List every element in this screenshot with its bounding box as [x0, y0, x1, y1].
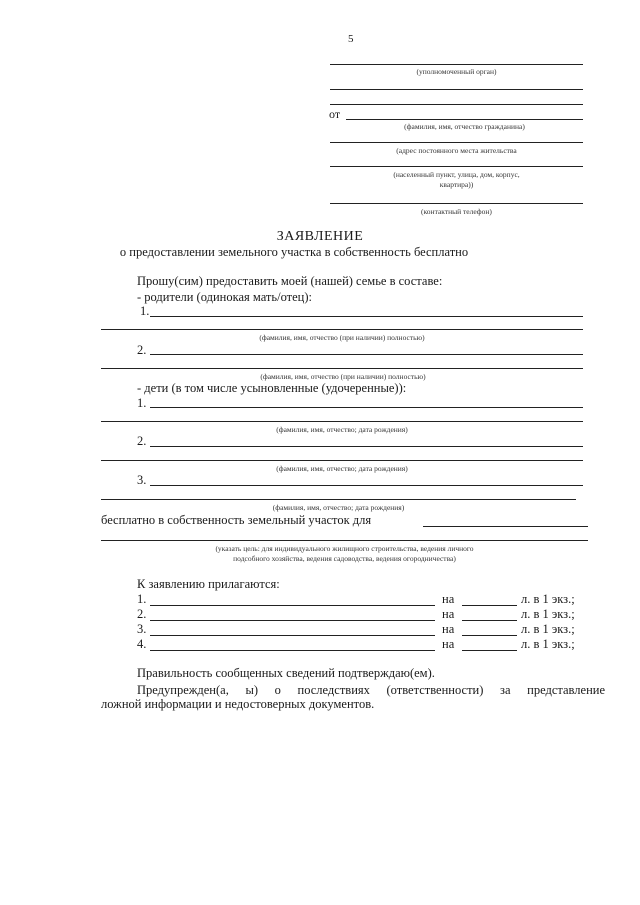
document-subtitle: о предоставлении земельного участка в собственность бесплатно — [119, 245, 469, 259]
authority-field[interactable] — [330, 64, 583, 65]
parent-1-caption: (фамилия, имя, отчество (при наличии) полностью) — [259, 333, 425, 342]
attachment-number: 2. — [137, 607, 147, 621]
attachment-name-field[interactable] — [150, 605, 435, 606]
child-3-number: 3. — [137, 473, 147, 487]
purpose-text: бесплатно в собственность земельный участок для — [101, 513, 372, 527]
applicant-name-field[interactable] — [346, 119, 583, 120]
attachment-number: 4. — [137, 637, 147, 651]
attachment-copies-label: л. в 1 экз.; — [521, 607, 575, 621]
attachment-copies-label: л. в 1 экз.; — [521, 592, 575, 606]
child-1-field[interactable] — [150, 407, 583, 408]
child-1-number: 1. — [137, 396, 147, 410]
address-caption-2: (населенный пункт, улица, дом, корпус, — [393, 170, 520, 179]
purpose-field[interactable] — [423, 526, 588, 527]
attachments-heading: К заявлению прилагаются: — [137, 577, 280, 591]
children-label: - дети (в том числе усыновленные (удочеренные)): — [137, 381, 407, 395]
attachment-name-field[interactable] — [150, 620, 435, 621]
parent-1-number: 1. — [140, 304, 150, 318]
attachment-on-label: на — [442, 607, 455, 621]
child-1-field-line-2[interactable] — [101, 421, 583, 422]
parents-label: - родители (одинокая мать/отец): — [137, 290, 312, 304]
parent-2-field-line-2[interactable] — [101, 368, 583, 369]
parent-1-field[interactable] — [150, 316, 583, 317]
attachment-pages-field[interactable] — [462, 635, 517, 636]
attachment-copies-label: л. в 1 экз.; — [521, 622, 575, 636]
attachment-number: 3. — [137, 622, 147, 636]
parent-1-field-line-2[interactable] — [101, 329, 583, 330]
from-label: от — [329, 107, 341, 121]
applicant-name-caption: (фамилия, имя, отчество гражданина) — [404, 122, 525, 131]
attachment-pages-field[interactable] — [462, 620, 517, 621]
attachment-on-label: на — [442, 592, 455, 606]
page-number: 5 — [348, 33, 354, 45]
purpose-caption-1: (указать цель: для индивидуального жилищного строительства, ведения личного — [215, 544, 474, 553]
child-3-caption: (фамилия, имя, отчество; дата рождения) — [272, 503, 405, 512]
attachment-copies-label: л. в 1 экз.; — [521, 637, 575, 651]
child-2-number: 2. — [137, 434, 147, 448]
attachment-number: 1. — [137, 592, 147, 606]
parent-2-number: 2. — [137, 343, 147, 357]
parent-2-field[interactable] — [150, 354, 583, 355]
address-caption: (адрес постоянного места жительства — [396, 146, 517, 155]
attachment-on-label: на — [442, 622, 455, 636]
request-intro: Прошу(сим) предоставить моей (нашей) семье в составе: — [137, 274, 443, 288]
phone-caption: (контактный телефон) — [421, 207, 492, 216]
applicant-name-field-line-2[interactable] — [330, 142, 583, 143]
child-1-caption: (фамилия, имя, отчество; дата рождения) — [276, 425, 408, 434]
document-title: ЗАЯВЛЕНИЕ — [276, 229, 364, 244]
warning-text-line-1: Предупрежден(а, ы) о последствиях (ответственности) за представление — [137, 683, 605, 697]
authority-field-line-2[interactable] — [330, 89, 583, 90]
attachment-name-field[interactable] — [150, 635, 435, 636]
address-caption-3: квартира)) — [439, 180, 474, 189]
child-3-field-line-2[interactable] — [101, 499, 576, 500]
warning-text-line-2: ложной информации и недостоверных документов. — [101, 697, 375, 711]
parent-2-caption: (фамилия, имя, отчество (при наличии) полностью) — [260, 372, 426, 381]
child-2-field[interactable] — [150, 446, 583, 447]
purpose-field-line-2[interactable] — [101, 540, 588, 541]
purpose-caption-2: подсобного хозяйства, ведения садоводства, ведения огородничества) — [233, 554, 456, 563]
child-2-field-line-2[interactable] — [101, 460, 583, 461]
child-3-field[interactable] — [150, 485, 583, 486]
attachment-on-label: на — [442, 637, 455, 651]
attachment-pages-field[interactable] — [462, 650, 517, 651]
attachment-pages-field[interactable] — [462, 605, 517, 606]
phone-field[interactable] — [330, 203, 583, 204]
address-field[interactable] — [330, 166, 583, 167]
authority-field-line-3[interactable] — [330, 104, 583, 105]
attachment-name-field[interactable] — [150, 650, 435, 651]
authority-caption: (уполномоченный орган) — [416, 67, 497, 76]
confirmation-text: Правильность сообщенных сведений подтверждаю(ем). — [137, 666, 435, 680]
child-2-caption: (фамилия, имя, отчество; дата рождения) — [276, 464, 408, 473]
